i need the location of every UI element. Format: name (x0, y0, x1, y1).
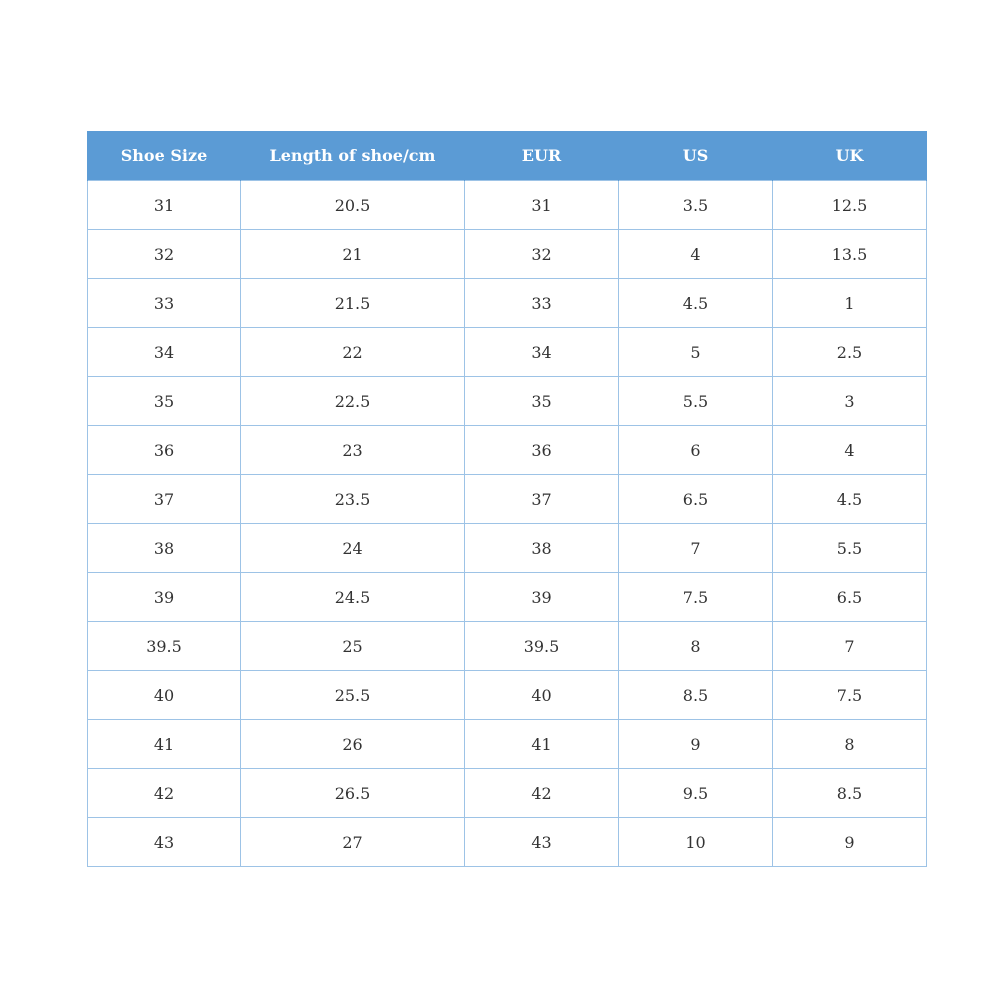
cell-us: 3.5 (619, 181, 773, 230)
table-row (88, 622, 927, 671)
cell-length: 23 (241, 426, 465, 475)
cell-uk: 8 (773, 720, 927, 769)
cell-length: 24.5 (241, 573, 465, 622)
cell-us: 6 (619, 426, 773, 475)
cell-shoe-size: 40 (88, 671, 241, 720)
cell-uk: 12.5 (773, 181, 927, 230)
cell-shoe-size: 34 (88, 328, 241, 377)
cell-length: 22.5 (241, 377, 465, 426)
cell-shoe-size: 39 (88, 573, 241, 622)
cell-uk: 2.5 (773, 328, 927, 377)
cell-uk: 6.5 (773, 573, 927, 622)
cell-eur: 41 (465, 720, 619, 769)
header-length: Length of shoe/cm (241, 131, 465, 181)
header-shoe-size: Shoe Size (88, 131, 241, 181)
table-row (88, 230, 927, 279)
table-row (88, 573, 927, 622)
cell-uk: 8.5 (773, 769, 927, 818)
cell-eur: 32 (465, 230, 619, 279)
header-eur: EUR (465, 131, 619, 181)
table-body (88, 181, 927, 867)
cell-length: 22 (241, 328, 465, 377)
cell-shoe-size: 32 (88, 230, 241, 279)
cell-eur: 33 (465, 279, 619, 328)
header-us: US (619, 131, 773, 181)
cell-eur: 40 (465, 671, 619, 720)
cell-shoe-size: 33 (88, 279, 241, 328)
cell-uk: 1 (773, 279, 927, 328)
table-row (88, 720, 927, 769)
header-uk: UK (773, 131, 927, 181)
cell-shoe-size: 35 (88, 377, 241, 426)
cell-eur: 43 (465, 818, 619, 867)
table-row (88, 181, 927, 230)
cell-length: 25 (241, 622, 465, 671)
shoe-size-table (87, 131, 927, 867)
cell-eur: 42 (465, 769, 619, 818)
cell-eur: 39 (465, 573, 619, 622)
table-header-row (88, 131, 927, 181)
cell-length: 21 (241, 230, 465, 279)
cell-shoe-size: 43 (88, 818, 241, 867)
table-row (88, 769, 927, 818)
cell-uk: 13.5 (773, 230, 927, 279)
table-row (88, 279, 927, 328)
table-row (88, 328, 927, 377)
cell-eur: 35 (465, 377, 619, 426)
table-row (88, 818, 927, 867)
cell-eur: 31 (465, 181, 619, 230)
cell-eur: 38 (465, 524, 619, 573)
cell-length: 25.5 (241, 671, 465, 720)
cell-uk: 4.5 (773, 475, 927, 524)
cell-uk: 3 (773, 377, 927, 426)
cell-eur: 34 (465, 328, 619, 377)
cell-length: 21.5 (241, 279, 465, 328)
table-row (88, 377, 927, 426)
cell-us: 9 (619, 720, 773, 769)
cell-length: 26 (241, 720, 465, 769)
cell-us: 4 (619, 230, 773, 279)
cell-length: 27 (241, 818, 465, 867)
cell-us: 6.5 (619, 475, 773, 524)
cell-shoe-size: 31 (88, 181, 241, 230)
cell-eur: 37 (465, 475, 619, 524)
cell-uk: 9 (773, 818, 927, 867)
cell-us: 5 (619, 328, 773, 377)
cell-length: 24 (241, 524, 465, 573)
cell-us: 5.5 (619, 377, 773, 426)
cell-length: 20.5 (241, 181, 465, 230)
cell-us: 8 (619, 622, 773, 671)
cell-shoe-size: 39.5 (88, 622, 241, 671)
cell-uk: 7.5 (773, 671, 927, 720)
cell-uk: 4 (773, 426, 927, 475)
cell-eur: 39.5 (465, 622, 619, 671)
cell-us: 7.5 (619, 573, 773, 622)
cell-us: 8.5 (619, 671, 773, 720)
cell-eur: 36 (465, 426, 619, 475)
cell-length: 23.5 (241, 475, 465, 524)
cell-length: 26.5 (241, 769, 465, 818)
table-row (88, 524, 927, 573)
cell-shoe-size: 41 (88, 720, 241, 769)
cell-uk: 5.5 (773, 524, 927, 573)
cell-shoe-size: 36 (88, 426, 241, 475)
cell-shoe-size: 37 (88, 475, 241, 524)
cell-us: 4.5 (619, 279, 773, 328)
cell-us: 10 (619, 818, 773, 867)
table-row (88, 426, 927, 475)
table-row (88, 475, 927, 524)
cell-us: 7 (619, 524, 773, 573)
cell-shoe-size: 38 (88, 524, 241, 573)
table-row (88, 671, 927, 720)
cell-shoe-size: 42 (88, 769, 241, 818)
cell-us: 9.5 (619, 769, 773, 818)
cell-uk: 7 (773, 622, 927, 671)
